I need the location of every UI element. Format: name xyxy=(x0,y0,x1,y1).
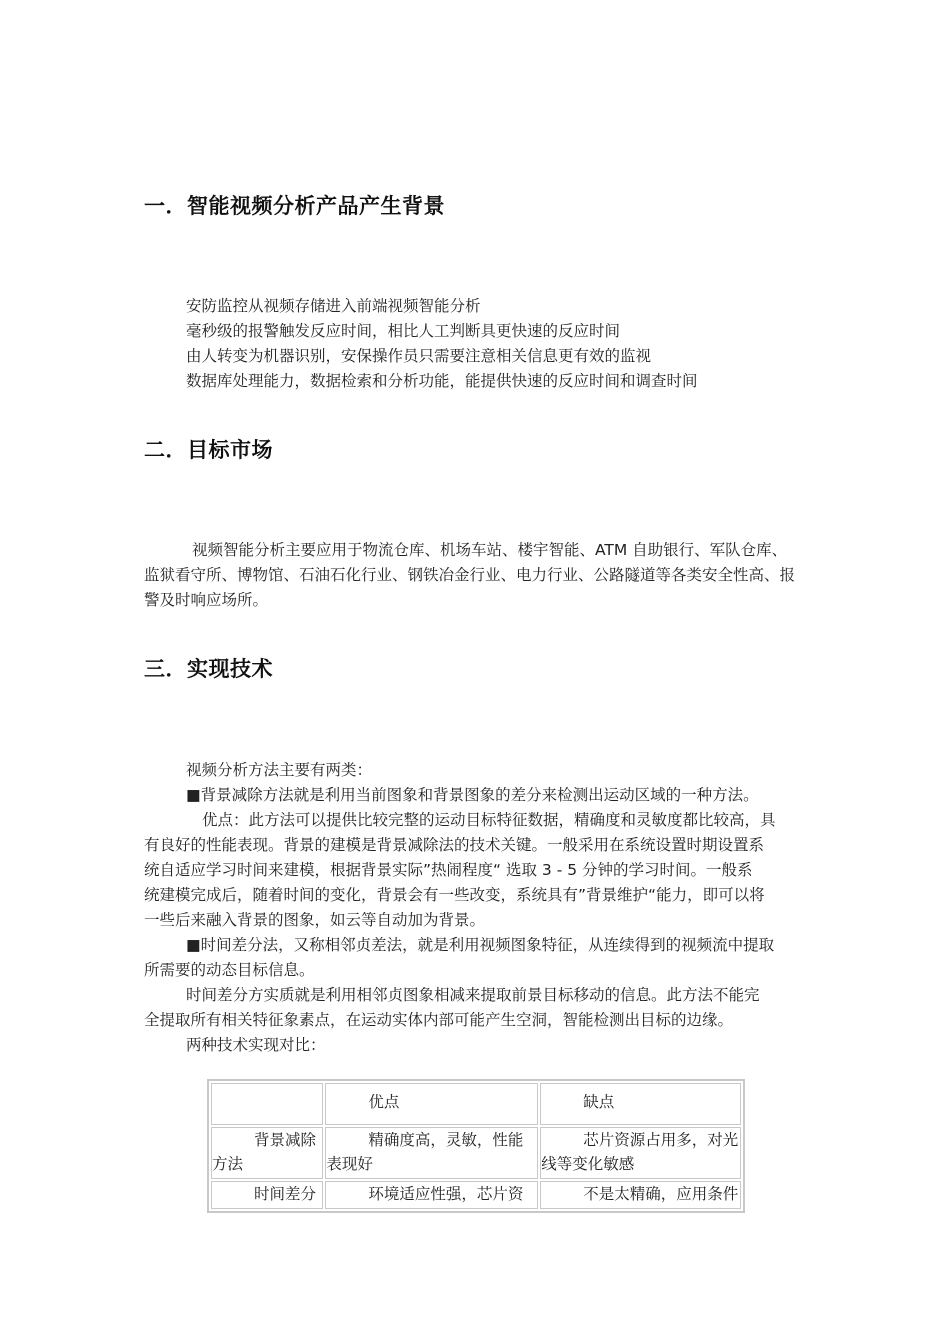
paragraph-line: 统建模完成后，随着时间的变化，背景会有一些改变，系统具有”背景维护“能力，即可以将 xyxy=(144,886,765,904)
paragraph-line: 有良好的性能表现。背景的建模是背景减除法的技术关键。一般采用在系统设置时期设置系 xyxy=(144,836,765,854)
paragraph-line: 一些后来融入背景的图象，如云等自动加为背景。 xyxy=(144,911,486,929)
background-points xyxy=(144,294,810,394)
table-header-row xyxy=(211,1083,741,1125)
paragraph-line: 时间差分方实质就是利用相邻贞图象相减来提取前景目标移动的信息。此方法不能完 xyxy=(186,986,760,1004)
table-header-cell xyxy=(211,1083,323,1125)
table-cell: 背景减除方法 xyxy=(211,1127,323,1179)
table-cell: 不是太精确，应用条件 xyxy=(540,1181,741,1209)
section-heading-target-market: 二．目标市场 xyxy=(144,438,273,462)
comparison-table xyxy=(207,1079,745,1213)
paragraph-line: 统自适应学习时间来建模，根据背景实际”热闹程度“ 选取 3 - 5 分钟的学习时间。一般系 xyxy=(144,861,753,879)
technology-paragraph xyxy=(144,758,810,1058)
paragraph-line: 优点：此方法可以提供比较完整的运动目标特征数据，精确度和灵敏度都比较高，具 xyxy=(202,811,776,829)
paragraph-line: 监狱看守所、博物馆、石油石化行业、钢铁冶金行业、电力行业、公路隧道等各类安全性高、报 xyxy=(144,566,796,584)
paragraph-line: 警及时响应场所。 xyxy=(144,591,269,609)
table-row xyxy=(211,1181,741,1209)
background-point: 由人转变为机器识别，安保操作员只需要注意相关信息更有效的监视 xyxy=(186,347,652,365)
paragraph-line: 视频分析方法主要有两类： xyxy=(186,761,373,779)
paragraph-line: 视频智能分析主要应用于物流仓库、机场车站、楼宇智能、ATM 自助银行、军队仓库、 xyxy=(192,541,788,559)
table-cell: 芯片资源占用多，对光线等变化敏感 xyxy=(540,1127,741,1179)
table-row xyxy=(211,1127,741,1179)
section-heading-background: 一．智能视频分析产品产生背景 xyxy=(144,194,445,218)
paragraph-line: 所需要的动态目标信息。 xyxy=(144,961,315,979)
background-point: 安防监控从视频存储进入前端视频智能分析 xyxy=(186,297,481,315)
background-point: 毫秒级的报警触发反应时间，相比人工判断具更快速的反应时间 xyxy=(186,322,621,340)
paragraph-line: ■时间差分法，又称相邻贞差法，就是利用视频图象特征，从连续得到的视频流中提取 xyxy=(186,936,775,954)
paragraph-line: ■背景减除方法就是利用当前图象和背景图象的差分来检测出运动区域的一种方法。 xyxy=(186,786,759,804)
table-cell: 时间差分 xyxy=(211,1181,323,1209)
table-header-cell: 优点 xyxy=(325,1083,538,1125)
table-header-cell: 缺点 xyxy=(540,1083,741,1125)
table-cell: 环境适应性强，芯片资 xyxy=(325,1181,538,1209)
section-heading-technology: 三．实现技术 xyxy=(144,657,273,681)
background-point: 数据库处理能力，数据检索和分析功能，能提供快速的反应时间和调查时间 xyxy=(186,372,698,390)
target-market-paragraph xyxy=(144,538,810,613)
paragraph-line: 全提取所有相关特征象素点，在运动实体内部可能产生空洞，智能检测出目标的边缘。 xyxy=(144,1011,734,1029)
table-cell: 精确度高，灵敏，性能表现好 xyxy=(325,1127,538,1179)
paragraph-line: 两种技术实现对比： xyxy=(186,1036,326,1054)
